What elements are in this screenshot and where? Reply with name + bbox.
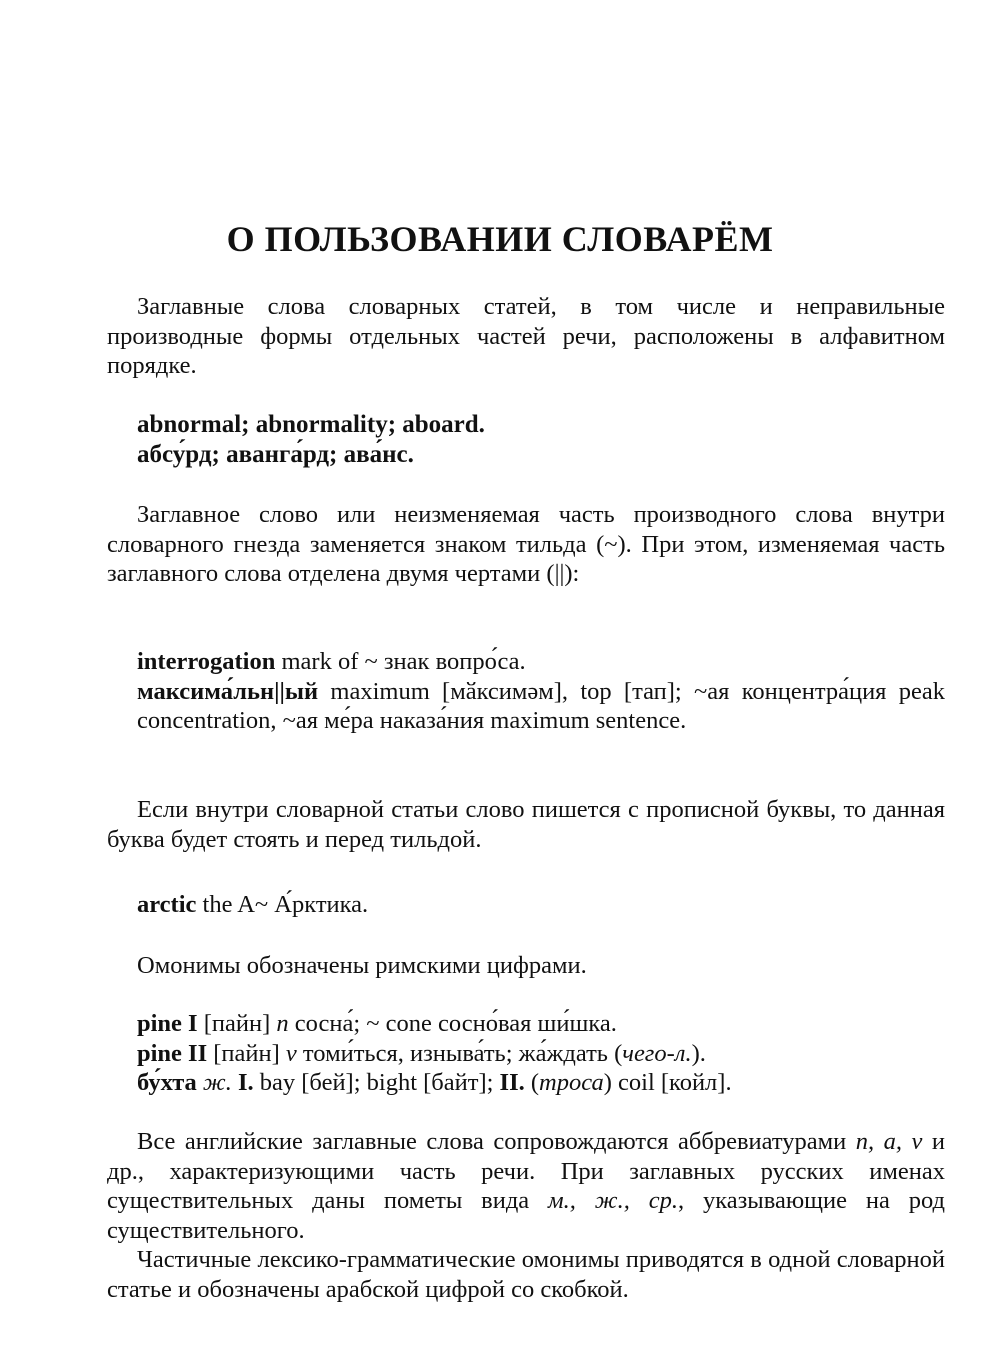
entry-pine-1 bbox=[137, 1009, 945, 1039]
paragraph-capital-letter: Если внутри словарной статьи слово пишется с прописной буквы, то данная буква будет стоять и перед тильдой. bbox=[107, 796, 945, 853]
paragraph-text: Все английские заглавные слова сопровождаются аббревиатурами bbox=[137, 1128, 856, 1155]
entry-bukhta bbox=[137, 1068, 945, 1098]
entry-body: ( bbox=[524, 1069, 540, 1096]
entry-body: bay [бей]; bight [байт]; bbox=[253, 1069, 500, 1096]
part-of-speech: n bbox=[276, 1010, 289, 1037]
gender-mark: ж. bbox=[196, 1069, 232, 1096]
entry-maximalny bbox=[137, 677, 945, 736]
headword: interrogation bbox=[137, 648, 276, 675]
entry-body-end: ). bbox=[691, 1039, 706, 1067]
gender-abbreviations: м., ж., ср. bbox=[548, 1187, 678, 1214]
entry-body: сосна́; ~ cone сосно́вая ши́шка. bbox=[288, 1010, 617, 1037]
sense-number-1: I. bbox=[231, 1069, 254, 1096]
headword: pine I bbox=[137, 1010, 198, 1037]
example-english-headwords: abnormal; abnormality; aboard. bbox=[137, 411, 485, 438]
entry-interrogation bbox=[137, 647, 945, 677]
pos-abbreviations: n, a, v bbox=[855, 1128, 923, 1155]
entry-body: томи́ться, изныва́ть; жа́ждать ( bbox=[296, 1039, 623, 1067]
entry-body: mark of ~ знак вопро́са. bbox=[275, 648, 526, 675]
part-of-speech: v bbox=[285, 1039, 297, 1067]
paragraph-homonyms: Омонимы обозначены римскими цифрами. bbox=[137, 952, 587, 979]
paragraph-text: , указывающие на род существительного. bbox=[107, 1187, 945, 1244]
paragraph-tilde-usage: Заглавное слово или неизменяемая часть производного слова внутри словарного гнезда заменяется знаком тильда (~). При этом, изменяемая часть заглавного слова отделена двумя чертами (||): bbox=[107, 501, 945, 587]
example-homonyms bbox=[137, 1009, 945, 1098]
paragraph-abbreviations bbox=[107, 1127, 945, 1245]
entry-body: maximum [мӑксимәм], top [тап]; ~ая концентра́ция peak concentration, ~ая ме́ра наказа́ния maximum sentence. bbox=[137, 677, 945, 734]
entry-pine-2 bbox=[137, 1039, 945, 1069]
page-title: О ПОЛЬЗОВАНИИ СЛОВАРЁМ bbox=[226, 219, 774, 259]
headword: pine II bbox=[137, 1039, 208, 1067]
example-tilde bbox=[137, 647, 945, 736]
transcription: [пайн] bbox=[197, 1010, 277, 1037]
headword: arctic bbox=[137, 891, 197, 918]
headword: максима́льн||ый bbox=[137, 677, 319, 705]
sense-number-2: II. bbox=[499, 1069, 525, 1096]
paragraph-partial-homonyms: Частичные лексико-грамматические омонимы приводятся в одной словарной статье и обозначены арабской цифрой со скобкой. bbox=[107, 1246, 945, 1303]
entry-arctic bbox=[137, 890, 945, 920]
usage-note: троса bbox=[539, 1069, 604, 1096]
transcription: [пайн] bbox=[207, 1039, 286, 1067]
usage-note: чего-л. bbox=[622, 1039, 692, 1067]
headword: бу́хта bbox=[137, 1069, 197, 1096]
entry-body-end: ) coil [койл]. bbox=[603, 1069, 732, 1096]
entry-body: the A~ А́рктика. bbox=[196, 891, 369, 918]
example-russian-headwords: абсу́рд; аванга́рд; ава́нс. bbox=[137, 440, 414, 468]
paragraph-text: и др., характеризующими часть речи. При заглавных русских именах существительных даны пометы вида bbox=[107, 1128, 946, 1214]
example-capital bbox=[137, 890, 945, 920]
example-alphabetical bbox=[137, 410, 945, 469]
paragraph-alphabetical-order: Заглавные слова словарных статей, в том числе и неправильные производные формы отдельных частей речи, расположены в алфавитном порядке. bbox=[107, 293, 945, 379]
